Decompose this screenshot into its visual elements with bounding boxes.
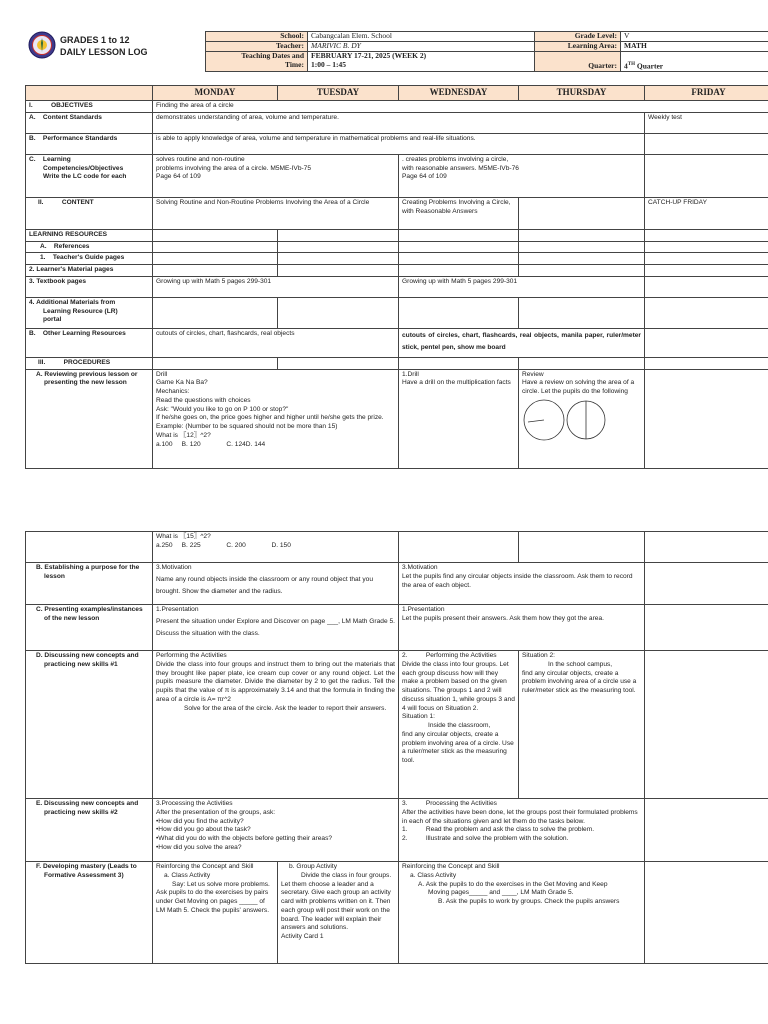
weekly-test: Weekly test	[645, 112, 768, 133]
presenting-wednesday	[399, 605, 645, 651]
references-label: A. References	[26, 241, 153, 253]
tg-wed	[399, 253, 519, 265]
lm-mon	[153, 265, 278, 277]
present-mon-2: Present the situation under Explore and Discover on page ___, LM Math Grade 5. Discuss the situation with the class.	[156, 617, 395, 638]
discussing-2-label: E. Discussing new concepts and practicing new skills #2	[26, 799, 153, 862]
content-label: II. CONTENT	[26, 197, 153, 229]
disc2-mon-1: After the presentation of the groups, ask:	[156, 808, 276, 816]
area-value: MATH	[621, 42, 768, 52]
additional-materials-label	[26, 297, 153, 328]
disc1-mon-2: Divide the class into four groups and instruct them to bring out the materials that they brought like paper plate, ice cream cup cover or any round object. Let the pupils measure the diameter. Divide the diameter by 2 to get the radius. Tell the pupils that the value of π is approximately 3.14 and that the formula in finding the area of a circle is A= πr^2	[156, 660, 395, 703]
ref-tue	[278, 241, 399, 253]
performance-friday	[645, 133, 768, 154]
mast-tue-3: Activity Card 1	[281, 933, 324, 941]
objectives-text: Finding the area of a circle	[153, 100, 768, 112]
competencies-wednesday	[399, 154, 645, 197]
mast-wed-4: Moving pages_____ and ____, LM Math Grade 5.	[428, 889, 574, 897]
mastery-label: F. Developing mastery (Leads to Formative Assessment 3)	[26, 862, 153, 964]
reviewing-thursday	[519, 369, 645, 468]
am-label-1: 4. Additional Materials from	[29, 298, 116, 306]
procedures-label: III. PROCEDURES	[26, 357, 153, 369]
title-line-1: GRADES 1 to 12	[60, 35, 130, 45]
disc1-wed-1: 2. Performing the Activities	[402, 652, 497, 659]
rev-mon-4: Ask: "Would you like to go on P 100 or stop?"	[156, 405, 289, 413]
dates-label-1: Teaching Dates and	[241, 51, 304, 60]
other-resources-wednesday: cutouts of circles, chart, flashcards, real objects, manila paper, ruler/meter stick, pentel pen, show me board	[399, 328, 645, 357]
cont-mon-2: a.250 B. 225 C. 200 D. 150	[156, 541, 291, 549]
disc2-wed-2: After the activities have been done, let the groups post their formulated problems in each of the situations given and let them do the tasks below.	[402, 808, 638, 825]
mast-wed-2: a. Class Activity	[410, 871, 457, 879]
cont-thu	[519, 532, 645, 563]
rev-mon-0: Drill	[156, 370, 168, 378]
mast-mon-2: a. Class Activity	[164, 871, 211, 879]
mast-wed-3: A. Ask the pupils to do the exercises in the Get Moving and Keep	[418, 880, 608, 888]
lm-wed	[399, 265, 519, 277]
teacher-label: Teacher:	[206, 42, 308, 52]
competencies-label-2: Competencies/Objectives	[43, 164, 124, 172]
rev-thu-0: Review	[522, 370, 544, 378]
dates-value-2: 1:00 – 1:45	[311, 59, 346, 69]
disc2-mon-0: 3.Processing the Activities	[156, 800, 233, 807]
presenting-friday	[645, 605, 768, 651]
lm-fri	[645, 265, 768, 277]
day-tuesday: TUESDAY	[278, 86, 399, 101]
proc-wed	[399, 357, 519, 369]
discussing-1-wednesday	[399, 651, 519, 799]
mast-wed-1: Reinforcing the Concept and Skill	[402, 863, 500, 870]
competencies-friday	[645, 154, 768, 197]
rev-mon-7: What is 〖12〗^2?	[156, 431, 211, 439]
am-wed	[399, 297, 519, 328]
grade-value: V	[621, 32, 768, 42]
disc2-mon-3: •How did you go about the task?	[156, 826, 251, 834]
quarter-num: 4	[624, 61, 628, 71]
reviewing-monday	[153, 369, 399, 468]
mastery-tuesday	[278, 862, 399, 964]
present-mon-1: 1.Presentation	[156, 606, 199, 613]
quarter-label: Quarter:	[535, 52, 621, 72]
mast-tue-1: b. Group Activity	[289, 863, 338, 870]
lr-thu	[519, 229, 645, 241]
rev-mon-8: a.100 B. 120 C. 124D. 144	[156, 440, 266, 448]
dates-label	[206, 52, 308, 72]
competencies-monday	[153, 154, 399, 197]
purpose-mon-1: 3.Motivation	[156, 564, 192, 571]
competencies-label-1: C. Learning	[29, 155, 71, 163]
cont-label	[26, 532, 153, 563]
radius-line	[528, 420, 544, 422]
header-title	[60, 34, 148, 58]
discussing-2-wednesday	[399, 799, 645, 862]
proc-tue	[278, 357, 399, 369]
dates-value	[308, 52, 535, 72]
lm-thu	[519, 265, 645, 277]
purpose-monday	[153, 563, 399, 605]
am-thu	[519, 297, 645, 328]
lr-fri	[645, 229, 768, 241]
teachers-guide-label: 1. Teacher's Guide pages	[26, 253, 153, 265]
comp-wed-1: . creates problems involving a circle,	[402, 155, 509, 163]
mastery-wednesday	[399, 862, 645, 964]
other-resources-friday	[645, 328, 768, 357]
disc2-mon-4: •What did you do with the objects before getting their areas?	[156, 835, 333, 843]
objectives-label: I. OBJECTIVES	[26, 100, 153, 112]
proc-thu	[519, 357, 645, 369]
am-fri	[645, 297, 768, 328]
rev-wed-0: 1.Drill	[402, 370, 419, 378]
area-label: Learning Area:	[535, 42, 621, 52]
performance-standards-text: is able to apply knowledge of area, volume and temperature in mathematical problems and real-life situations.	[153, 133, 645, 154]
mast-tue-2: Divide the class in four groups. Let them choose a leader and a secretary. Give each group an activity card with problems written on it. Then each group will post their work on the board. The leader will explain their answers and solutions.	[281, 871, 392, 932]
day-wednesday: WEDNESDAY	[399, 86, 519, 101]
mast-wed-5: B. Ask the pupils to work by groups. Check the pupils answers	[438, 898, 620, 906]
tg-thu	[519, 253, 645, 265]
lesson-log-table-page-1	[25, 85, 768, 469]
cont-wed	[399, 532, 519, 563]
discussing-1-monday	[153, 651, 399, 799]
tg-tue	[278, 253, 399, 265]
lr-mon	[153, 229, 278, 241]
rev-mon-6: Example: (Number to be squared should not be more than 15)	[156, 423, 338, 431]
dates-label-2: Time:	[284, 59, 304, 69]
present-wed-1: 1.Presentation	[402, 606, 445, 613]
disc1-mon-1: Performing the Activities	[156, 652, 227, 659]
mast-mon-1: Reinforcing the Concept and Skill	[156, 863, 254, 870]
continued-monday	[153, 532, 399, 563]
quarter-word: Quarter	[634, 61, 664, 71]
learners-material-label: 2. Learner's Material pages	[26, 265, 153, 277]
mast-mon-3: Say: Let us solve more problems. Ask pupils to do the exercises by pairs under Get Moving on pages _____ of LM Math 5. Check the pupils' answers.	[156, 880, 270, 914]
lr-wed	[399, 229, 519, 241]
present-wed-2: Let the pupils present their answers. Ask them how they got the area.	[402, 614, 604, 622]
mastery-monday	[153, 862, 278, 964]
discussing-2-friday	[645, 799, 768, 862]
disc2-mon-2: •How did you find the activity?	[156, 817, 244, 825]
lm-tue	[278, 265, 399, 277]
presenting-label: C. Presenting examples/instances of the new lesson	[26, 605, 153, 651]
cont-fri	[645, 532, 768, 563]
disc1-thu-1: Situation 2:	[522, 652, 555, 659]
disc1-thu-2: In the school campus,	[548, 660, 613, 668]
comp-mon-1: solves routine and non-routine	[156, 155, 245, 163]
competencies-label	[26, 154, 153, 197]
purpose-wednesday	[399, 563, 645, 605]
rev-mon-3: Read the questions with choices	[156, 396, 251, 404]
reviewing-wednesday	[399, 369, 519, 468]
day-monday: MONDAY	[153, 86, 278, 101]
learning-resources-label: LEARNING RESOURCES	[26, 229, 153, 241]
ref-wed	[399, 241, 519, 253]
rev-thu-1: Have a review on solving the area of a circle. Let the pupils do the following	[522, 379, 635, 396]
lesson-log-table-page-2	[25, 531, 768, 964]
reviewing-friday	[645, 369, 768, 468]
am-label-2: Learning Resource (LR)	[43, 307, 118, 315]
other-resources-monday: cutouts of circles, chart, flashcards, real objects	[153, 328, 399, 357]
mastery-friday	[645, 862, 768, 964]
rev-mon-5: If he/she goes on, the price goes higher and higher until he/she gets the prize.	[156, 414, 384, 422]
rev-mon-2: Mechanics:	[156, 388, 190, 396]
content-thursday	[519, 197, 645, 229]
cont-mon-1: What is 〖15〗^2?	[156, 533, 211, 540]
quarter-sup: TH	[627, 61, 635, 67]
content-standards-label: A. Content Standards	[26, 112, 153, 133]
disc1-thu-3: find any circular objects, create a problem involving area of a circle use a ruler/meter stick as the measuring tool.	[522, 669, 637, 695]
review-circles-figure	[522, 397, 608, 443]
disc1-wed-5: find any circular objects, create a problem involving area of a circle. Use a ruler/meter stick as the measuring tool.	[402, 730, 514, 765]
disc2-mon-5: •How did you solve the area?	[156, 843, 242, 851]
purpose-mon-2: Name any round objects inside the classroom or any round object that you brought. Show the diameter and the radius.	[156, 575, 373, 596]
am-tue	[278, 297, 399, 328]
textbook-label: 3. Textbook pages	[26, 276, 153, 297]
rev-mon-1: Game Ka Na Ba?	[156, 379, 208, 387]
performance-standards-label: B. Performance Standards	[26, 133, 153, 154]
discussing-2-monday	[153, 799, 399, 862]
disc1-wed-4: Inside the classroom,	[428, 722, 491, 730]
ref-thu	[519, 241, 645, 253]
discussing-1-thursday	[519, 651, 645, 799]
competencies-label-3: Write the LC code for each	[43, 173, 127, 181]
header-info-table	[205, 31, 768, 72]
day-friday: FRIDAY	[645, 86, 768, 101]
purpose-friday	[645, 563, 768, 605]
ref-mon	[153, 241, 278, 253]
other-resources-label: B. Other Learning Resources	[26, 328, 153, 357]
school-label: School:	[206, 32, 308, 42]
content-friday: CATCH-UP FRIDAY	[645, 197, 768, 229]
ref-fri	[645, 241, 768, 253]
tg-fri	[645, 253, 768, 265]
tg-mon	[153, 253, 278, 265]
disc2-wed-3: 1. Read the problem and ask the class to solve the problem.	[402, 826, 595, 834]
proc-mon	[153, 357, 278, 369]
grade-label: Grade Level:	[535, 32, 621, 42]
purpose-label: B. Establishing a purpose for the lesson	[26, 563, 153, 605]
am-label-3: portal	[43, 316, 62, 324]
content-monday: Solving Routine and Non-Routine Problems Involving the Area of a Circle	[153, 197, 399, 229]
deped-seal	[28, 31, 56, 59]
presenting-monday	[153, 605, 399, 651]
disc1-wed-3: Situation 1:	[402, 713, 435, 721]
teacher-value: MARIVIC B. DY	[308, 42, 535, 52]
textbook-monday: Growing up with Math 5 pages 299-301	[153, 276, 399, 297]
textbook-wednesday: Growing up with Math 5 pages 299-301	[399, 276, 645, 297]
quarter-value	[621, 52, 768, 72]
proc-fri	[645, 357, 768, 369]
disc2-wed-4: 2. Illustrate and solve the problem with the solution.	[402, 835, 569, 843]
disc1-wed-2: Divide the class into four groups. Let each group discuss how will they make a problem based on the given situations. The groups 1 and 2 will discuss situation 1, while groups 3 and 4 will focus on Situation 2.	[402, 660, 515, 712]
discussing-1-label: D. Discussing new concepts and practicing new skills #1	[26, 651, 153, 799]
comp-mon-2: problems involving the area of a circle. M5ME-IVb-75	[156, 164, 312, 172]
disc1-mon-3: Solve for the area of the circle. Ask the leader to report their answers.	[184, 704, 387, 712]
school-value: Cabangcalan Elem. School	[308, 32, 535, 42]
textbook-friday	[645, 276, 768, 297]
lr-tue	[278, 229, 399, 241]
comp-wed-3: Page 64 of 109	[402, 173, 447, 181]
disc2-wed-1: 3. Processing the Activities	[402, 800, 497, 807]
purpose-wed-2: Let the pupils find any circular objects inside the classroom. Ask them to record the area of each object.	[402, 572, 633, 589]
am-mon	[153, 297, 278, 328]
day-thursday: THURSDAY	[519, 86, 645, 101]
title-line-2: DAILY LESSON LOG	[60, 47, 148, 57]
purpose-wed-1: 3.Motivation	[402, 564, 438, 571]
content-standards-text: demonstrates understanding of area, volume and temperature.	[153, 112, 645, 133]
dates-value-1: FEBRUARY 17-21, 2025 (WEEK 2)	[311, 51, 427, 60]
discussing-1-friday	[645, 651, 768, 799]
comp-mon-3: Page 64 of 109	[156, 173, 201, 181]
content-wednesday: Creating Problems Involving a Circle, with Reasonable Answers	[399, 197, 519, 229]
blank-head	[26, 86, 153, 101]
comp-wed-2: with reasonable answers. M5ME-IVb-76	[402, 164, 519, 172]
reviewing-label: A. Reviewing previous lesson or presenting the new lesson	[26, 369, 153, 468]
rev-wed-1: Have a drill on the multiplication facts	[402, 379, 511, 387]
